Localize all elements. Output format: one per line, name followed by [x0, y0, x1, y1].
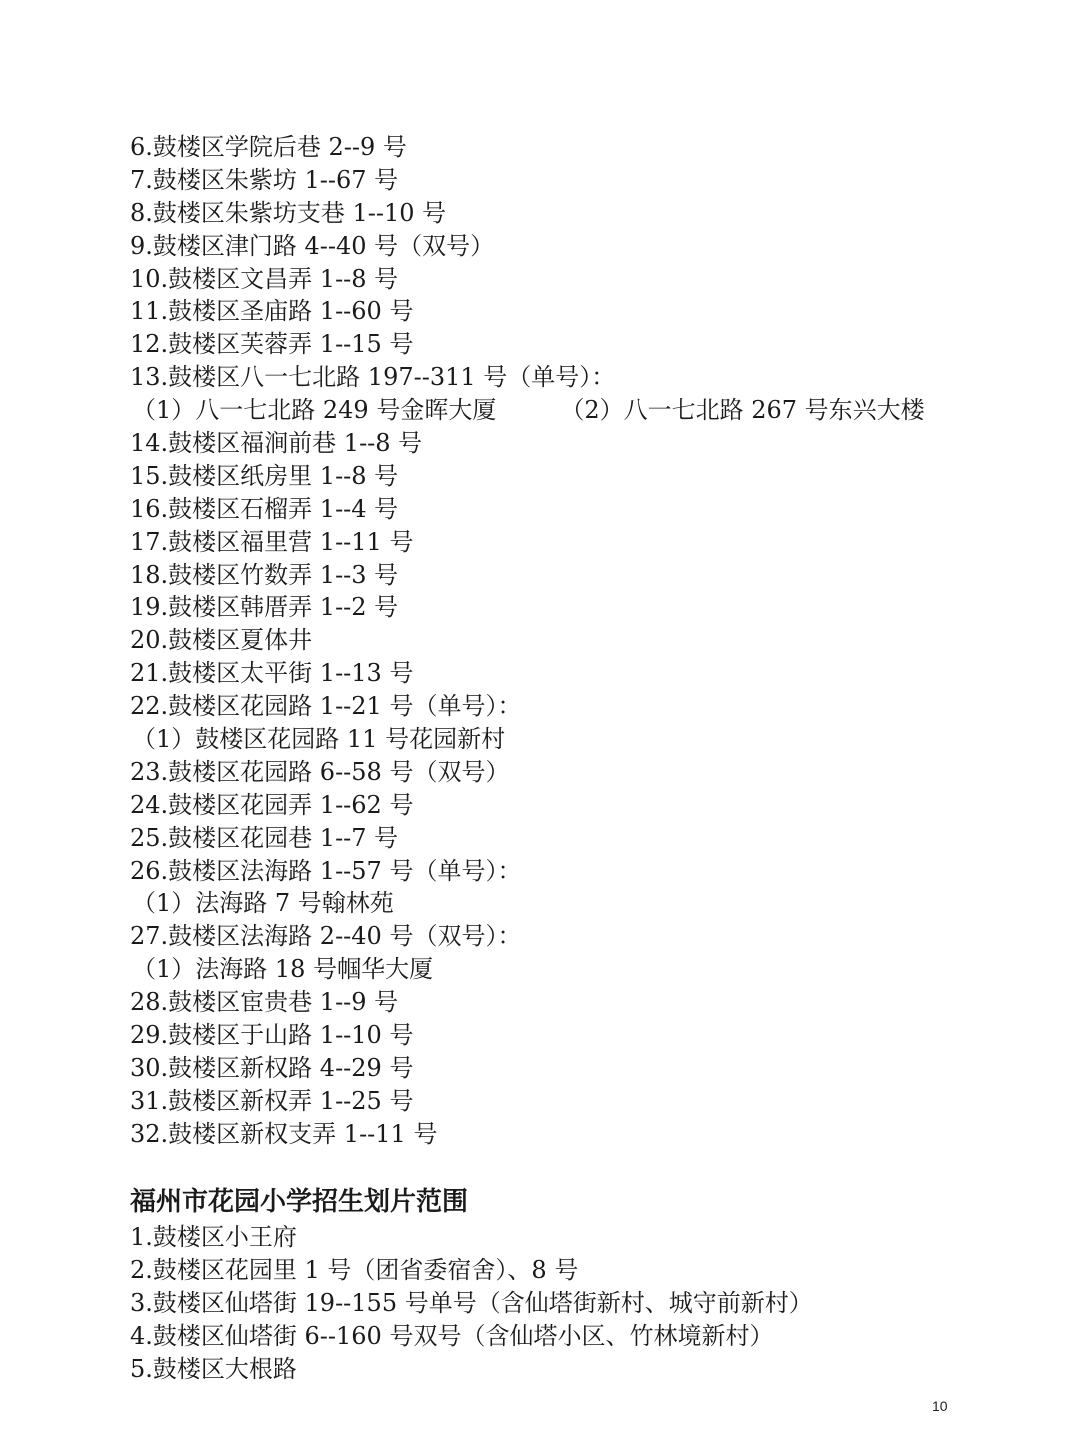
list-item: 13.鼓楼区八一七北路 197--311 号（单号）：	[130, 363, 616, 392]
list-sub-item	[130, 394, 1030, 427]
list-item: 4.鼓楼区仙塔街 6--160 号双号（含仙塔小区、竹林境新村）	[130, 1321, 774, 1350]
list-item: 21.鼓楼区太平街 1--13 号	[130, 659, 414, 688]
list-item: 19.鼓楼区韩厝弄 1--2 号	[130, 593, 399, 622]
list-sub-item: （1）法海路 7 号翰林苑	[132, 889, 394, 918]
list-item: 25.鼓楼区花园巷 1--7 号	[130, 823, 399, 852]
list-item: 7.鼓楼区朱紫坊 1--67 号	[130, 165, 399, 194]
list-item: 8.鼓楼区朱紫坊支巷 1--10 号	[130, 198, 447, 227]
list-item: 14.鼓楼区福涧前巷 1--8 号	[130, 429, 423, 458]
list-item: 9.鼓楼区津门路 4--40 号（双号）	[130, 231, 495, 260]
list-item: 31.鼓楼区新权弄 1--25 号	[130, 1086, 414, 1115]
list-item: 15.鼓楼区纸房里 1--8 号	[130, 461, 399, 490]
list-item: 5.鼓楼区大根路	[130, 1354, 297, 1383]
list-item: 1.鼓楼区小王府	[130, 1223, 297, 1251]
list-item: 6.鼓楼区学院后巷 2--9 号	[130, 133, 407, 161]
list-item: 16.鼓楼区石榴弄 1--4 号	[130, 494, 399, 523]
list-item: 24.鼓楼区花园弄 1--62 号	[130, 790, 414, 819]
list-item: 17.鼓楼区福里营 1--11 号	[130, 527, 414, 556]
sub-item-b: （2）八一七北路 267 号东兴大楼	[560, 396, 925, 425]
list-item: 27.鼓楼区法海路 2--40 号（双号）：	[130, 922, 522, 951]
list-item: 23.鼓楼区花园路 6--58 号（双号）	[130, 757, 510, 786]
list-item: 28.鼓楼区宦贵巷 1--9 号	[130, 988, 399, 1017]
list-item: 26.鼓楼区法海路 1--57 号（单号）：	[130, 856, 522, 885]
list-item: 32.鼓楼区新权支弄 1--11 号	[130, 1119, 438, 1148]
list-item: 3.鼓楼区仙塔街 19--155 号单号（含仙塔街新村、城守前新村）	[130, 1288, 813, 1317]
list-item: 18.鼓楼区竹数弄 1--3 号	[130, 560, 399, 589]
list-item: 12.鼓楼区芙蓉弄 1--15 号	[130, 330, 414, 359]
list-item: 20.鼓楼区夏体井	[130, 626, 313, 655]
list-sub-item: （1）鼓楼区花园路 11 号花园新村	[132, 725, 506, 754]
list-item: 10.鼓楼区文昌弄 1--8 号	[130, 264, 399, 293]
page-number: 10	[932, 1398, 948, 1414]
list-item: 2.鼓楼区花园里 1 号（团省委宿舍）、8 号	[130, 1255, 579, 1284]
list-item: 22.鼓楼区花园路 1--21 号（单号）：	[130, 692, 522, 721]
list-item: 11.鼓楼区圣庙路 1--60 号	[130, 297, 414, 326]
section-list	[130, 1221, 1030, 1385]
list-sub-item: （1）法海路 18 号帼华大厦	[132, 955, 434, 984]
list-item: 30.鼓楼区新权路 4--29 号	[130, 1053, 414, 1082]
street-list	[130, 131, 1030, 1151]
section-title: 福州市花园小学招生划片范围	[130, 1187, 469, 1217]
list-item: 29.鼓楼区于山路 1--10 号	[130, 1021, 414, 1050]
sub-item-a: （1）八一七北路 249 号金晖大厦	[132, 396, 497, 425]
